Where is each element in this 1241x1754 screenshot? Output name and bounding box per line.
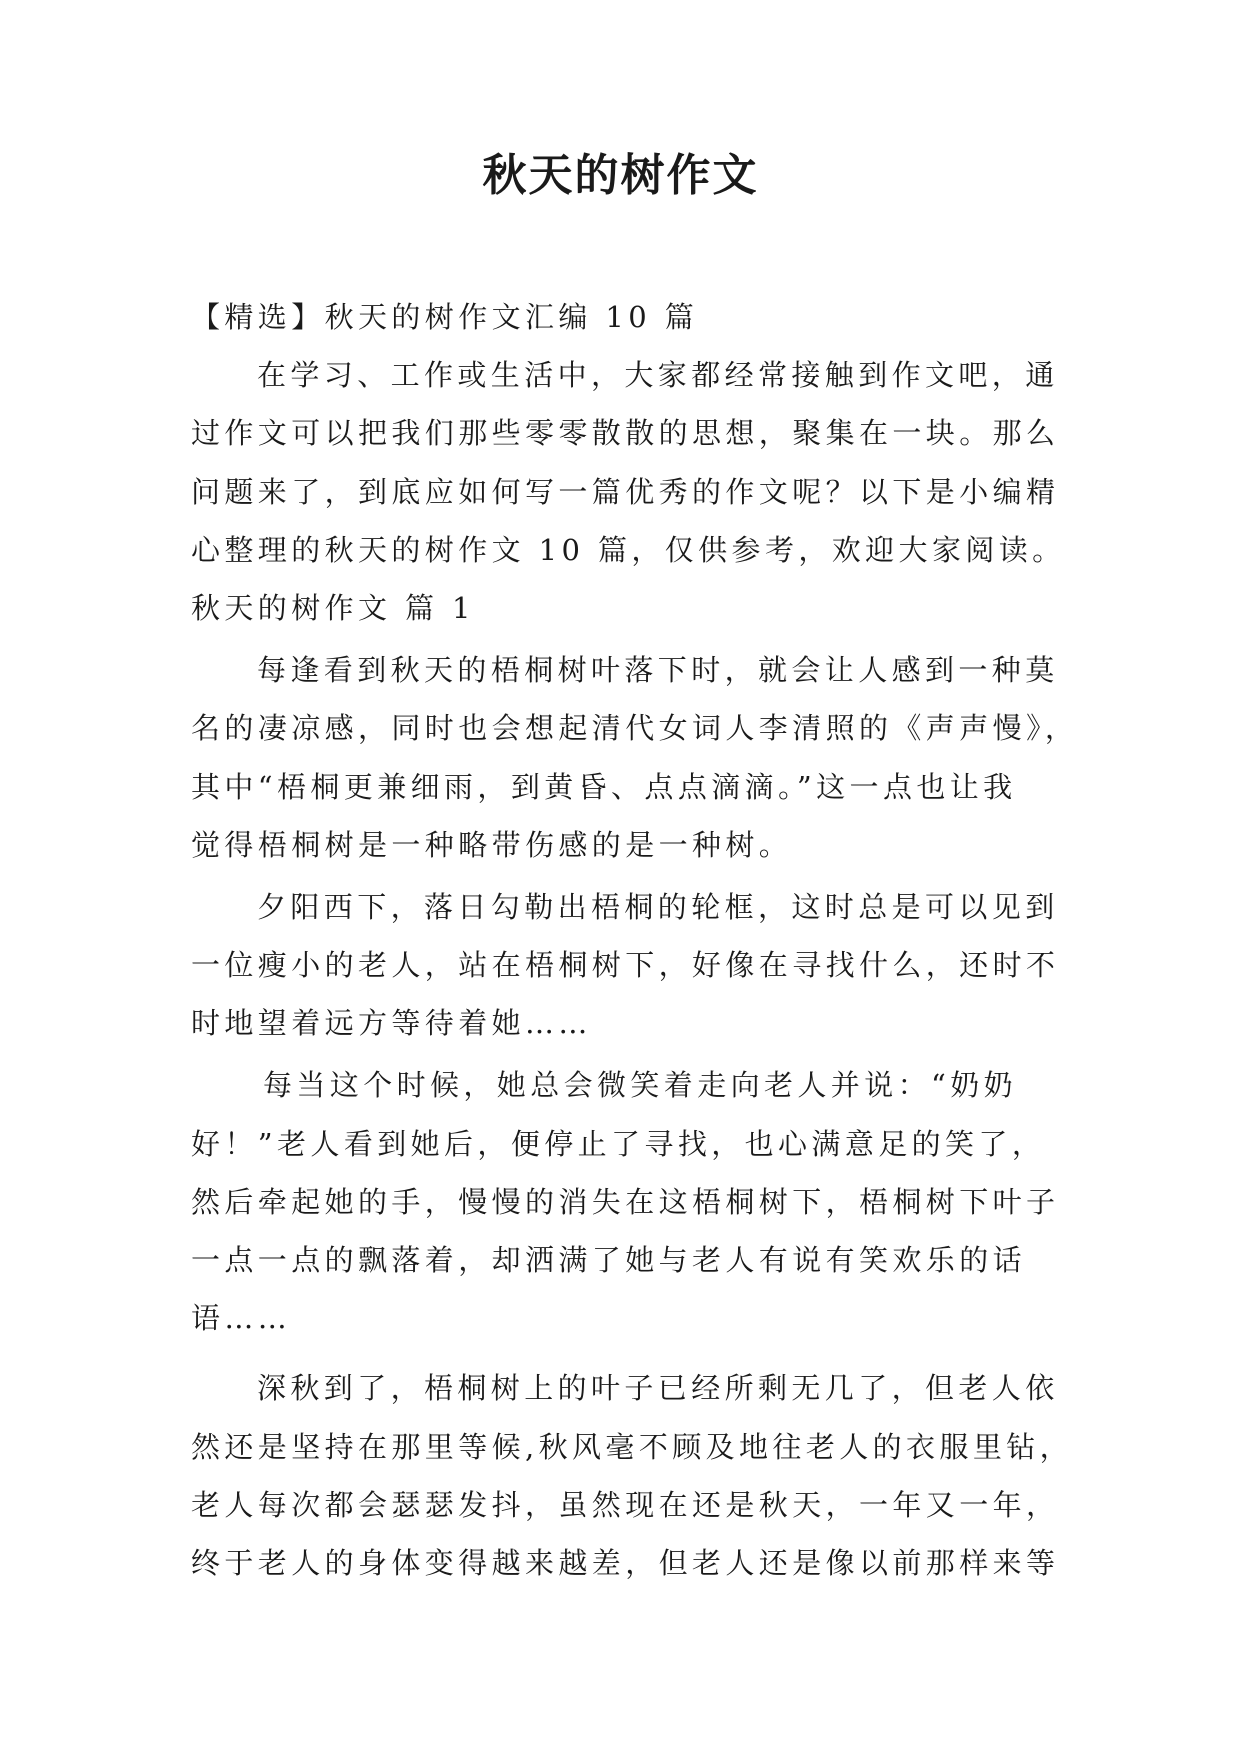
- document-title: 秋天的树作文: [482, 150, 759, 201]
- paragraph-line: 每当这个时候，她总会微笑着走向老人并说：“奶奶: [263, 1068, 1018, 1103]
- paragraph-line: 每逢看到秋天的梧桐树叶落下时，就会让人感到一种莫: [257, 653, 1059, 688]
- section-heading: 秋天的树作文 篇 1: [191, 590, 475, 625]
- paragraph-line: 语……: [191, 1301, 292, 1336]
- paragraph-line: 然后牵起她的手，慢慢的消失在这梧桐树下，梧桐树下叶子: [191, 1184, 1060, 1219]
- paragraph-line: 名的凄凉感，同时也会想起清代女词人李清照的《声声慢》，: [191, 711, 1079, 746]
- paragraph-line: 过作文可以把我们那些零零散散的思想，聚集在一块。那么: [191, 416, 1060, 451]
- body-paragraph-3: [191, 1056, 1060, 1347]
- paragraph-line: 觉得梧桐树是一种略带伤感的是一种树。: [191, 827, 793, 862]
- paragraph-line: 好！”老人看到她后，便停止了寻找，也心满意足的笑了，: [191, 1126, 1046, 1161]
- paragraph-line: 深秋到了，梧桐树上的叶子已经所剩无几了，但老人依: [257, 1371, 1059, 1406]
- paragraph-line: 然还是坚持在那里等候,秋风毫不顾及地往老人的衣服里钻，: [191, 1429, 1074, 1464]
- paragraph-line: 夕阳西下，落日勾勒出梧桐的轮框，这时总是可以见到: [257, 889, 1059, 924]
- paragraph-line: 其中“梧桐更兼细雨，到黄昏、点点滴滴。”这一点也让我: [191, 769, 1017, 804]
- paragraph-line: 时地望着远方等待着她……: [191, 1006, 592, 1041]
- paragraph-line: 一点一点的飘落着，却洒满了她与老人有说有笑欢乐的话: [191, 1243, 1027, 1277]
- document-subtitle: 【精选】秋天的树作文汇编 10 篇: [191, 300, 699, 334]
- body-paragraph-1: [191, 641, 1079, 874]
- paragraph-line: 老人每次都会瑟瑟发抖，虽然现在还是秋天，一年又一年，: [191, 1487, 1060, 1522]
- paragraph-line: 心整理的秋天的树作文 10 篇，仅供参考，欢迎大家阅读。: [191, 532, 1066, 567]
- paragraph-line: 终于老人的身体变得越来越差，但老人还是像以前那样来等: [191, 1545, 1060, 1580]
- paragraph-line: 问题来了，到底应如何写一篇优秀的作文呢？以下是小编精: [191, 474, 1060, 509]
- document-body: [191, 288, 1079, 1592]
- paragraph-line: 一位瘦小的老人，站在梧桐树下，好像在寻找什么，还时不: [191, 948, 1060, 983]
- intro-paragraph: [191, 346, 1066, 579]
- paragraph-line: 在学习、工作或生活中，大家都经常接触到作文吧，通: [257, 358, 1059, 393]
- body-paragraph-4: [191, 1359, 1074, 1592]
- body-paragraph-2: [191, 878, 1060, 1053]
